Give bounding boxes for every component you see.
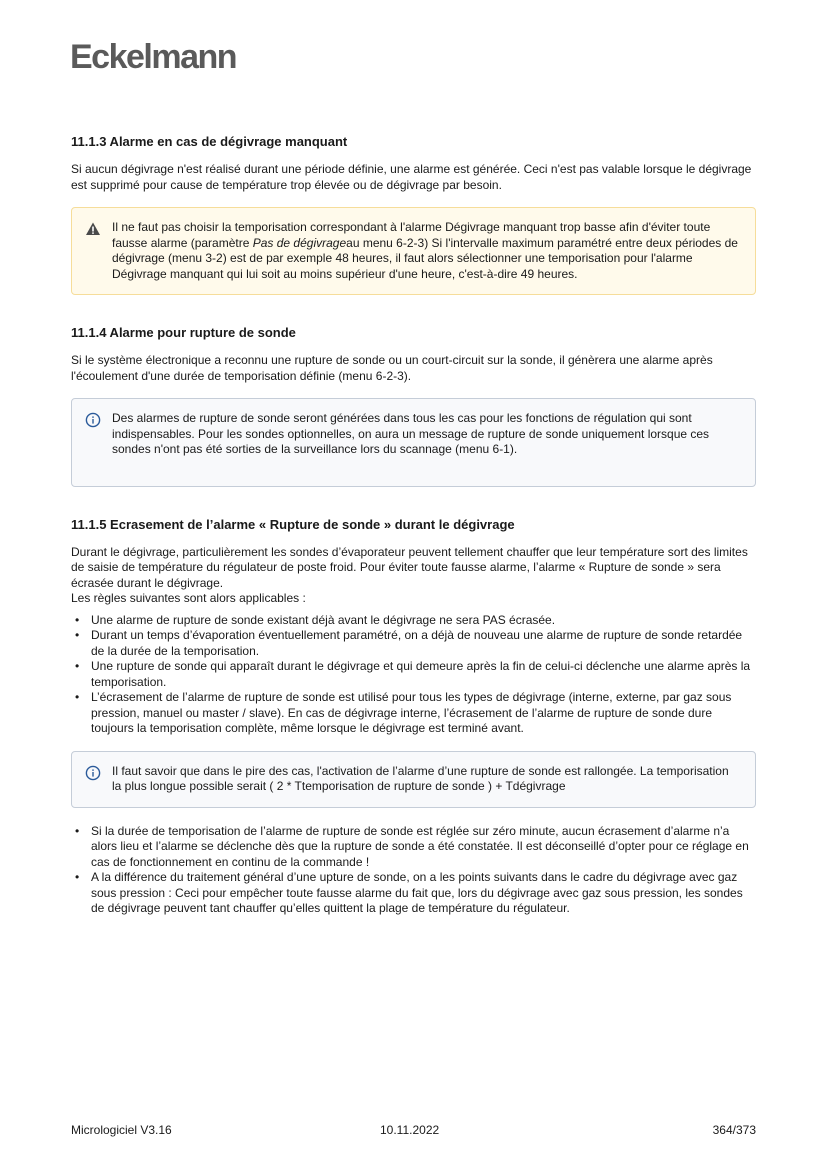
parameter-name: Pas de dégivrage xyxy=(252,235,347,250)
info-text: Des alarmes de rupture de sonde seront générées dans tous les cas pour les fonctions de régulation qui sont indispensables. Pour les sondes optionnelles, on aura un message de rupture de sonde uniquement lorsque ces sondes n'ont pas été sorties de la surveillance lors du scannage (menu 6-1). xyxy=(112,411,710,456)
warning-text: Il ne faut pas choisir la temporisation correspondant à l'alarme Dégivrage manquant trop basse afin d'éviter toute fausse alarme (paramètre Pas de dégivrageau menu 6-2-3) Si l'intervalle maximum paramétré entre deux périodes de dégivrage (menu 3-2) est de par exemple 48 heures, il faut alors sélectionner une temporisation pour l'alarme Dégivrage manquant qui lui soit au moins supérieur d'une heure, c'est-à-dire 49 heures. xyxy=(112,220,738,281)
list-item: • Durant un temps d’évaporation éventuellement paramétré, on a déjà de nouveau une alarme de rupture de sonde retardée de la durée de la temporisation. xyxy=(71,628,756,659)
list-item: • A la différence du traitement général d’une upture de sonde, on a les points suivants dans le cadre du dégivrage avec gaz sous pression : Ceci pour empêcher toute fausse alarme du fait que, lors du dégivrage avec gaz sous pression, les sondes de dégivrage peuvent tant chauffer qu’elles quittent la plage de température du régulateur. xyxy=(71,870,756,917)
info-callout xyxy=(71,398,756,487)
section-heading-11-1-3: 11.1.3 Alarme en cas de dégivrage manquant xyxy=(71,134,348,149)
eckelmann-logo: Eckelmann xyxy=(70,38,237,76)
warning-icon xyxy=(85,221,101,237)
list-item: • Une alarme de rupture de sonde existant déjà avant le dégivrage ne sera PAS écrasée. xyxy=(71,613,756,629)
list-item: • Si la durée de temporisation de l’alarme de rupture de sonde est réglée sur zéro minute, aucun écrasement d’alarme n’a alors lieu et l’alarme se déclenche dès que la rupture de sonde a été constatée. Il est déconseillé d’opter pour ce réglage en cas de fonctionnement en continu de la commande ! xyxy=(71,824,756,871)
list-item: • Une rupture de sonde qui apparaît durant le dégivrage et qui demeure après la fin de celui-ci déclenche une alarme après la temporisation. xyxy=(71,659,756,690)
info-callout xyxy=(71,751,756,808)
page-footer xyxy=(71,1123,756,1139)
page-content xyxy=(71,134,756,931)
section-paragraph: Si aucun dégivrage n'est réalisé durant une période définie, une alarme est générée. Ceci n'est pas valable lorsque le dégivrage est supprimé pour cause de température trop élevée ou de dégivrage par besoin. xyxy=(71,162,752,192)
warning-callout xyxy=(71,207,756,295)
footer-date: 10.11.2022 xyxy=(380,1123,440,1137)
section-heading-11-1-4: 11.1.4 Alarme pour rupture de sonde xyxy=(71,325,296,340)
rules-list-continued xyxy=(71,824,756,917)
section-paragraph: Les règles suivantes sont alors applicables : xyxy=(71,591,306,605)
info-text: Il faut savoir que dans le pire des cas, l'activation de l’alarme d’une rupture de sonde est rallongée. La temporisation la plus longue possible serait ( 2 * Ttemporisation de rupture de sonde ) + Tdégivrage xyxy=(112,763,729,793)
info-icon xyxy=(85,765,101,781)
section-paragraph: Si le système électronique a reconnu une rupture de sonde ou un court-circuit sur la sonde, il génèrera une alarme après l'écoulement d'une durée de temporisation définie (menu 6-2-3). xyxy=(71,353,713,383)
list-item: • L’écrasement de l’alarme de rupture de sonde est utilisé pour tous les types de dégivrage (interne, externe, par gaz sous pression, manuel ou master / slave). En cas de dégivrage interne, l’écrasement de l’alarme de rupture de sonde dure toujours la temporisation complète, même lorsque le dégivrage est terminé avant. xyxy=(71,690,756,737)
rules-list xyxy=(71,613,756,737)
footer-firmware-version: Micrologiciel V3.16 xyxy=(71,1123,172,1137)
info-icon xyxy=(85,412,101,428)
section-paragraph: Durant le dégivrage, particulièrement les sondes d’évaporateur peuvent tellement chauffer que leur température sort des limites de saisie de température du régulateur de poste froid. Pour éviter toute fausse alarme, l’alarme « Rupture de sonde » sera écrasée durant le dégivrage. xyxy=(71,544,748,590)
section-heading-11-1-5: 11.1.5 Ecrasement de l’alarme « Rupture de sonde » durant le dégivrage xyxy=(71,516,515,532)
footer-page-number: 364/373 xyxy=(712,1123,756,1137)
